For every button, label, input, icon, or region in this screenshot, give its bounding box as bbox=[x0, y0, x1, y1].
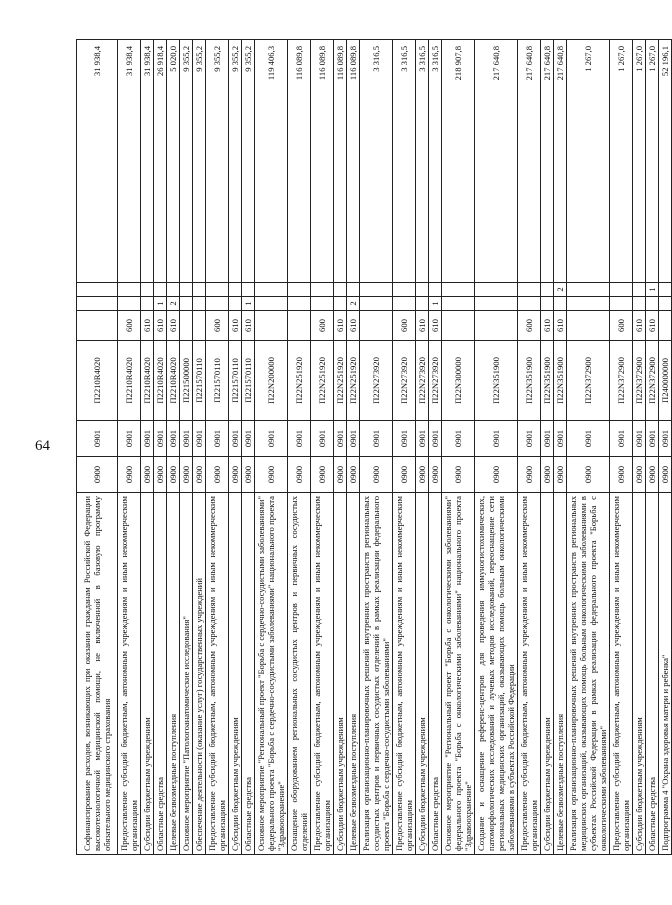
row-amount: 9 355,2 bbox=[229, 40, 242, 283]
row-expense-type bbox=[567, 311, 610, 341]
table-row bbox=[180, 40, 193, 855]
table-row bbox=[659, 40, 672, 855]
row-target-article: П2210R4020 bbox=[141, 341, 154, 421]
row-source-code-2 bbox=[610, 283, 633, 297]
row-expense-type: 600 bbox=[518, 311, 541, 341]
row-source-code-2 bbox=[288, 283, 311, 297]
row-expense-type: 610 bbox=[347, 311, 360, 341]
row-subsection-code: 0901 bbox=[242, 421, 255, 457]
row-section-code: 0900 bbox=[334, 457, 347, 493]
row-source-code-2: 2 bbox=[554, 283, 567, 297]
row-amount: 119 406,3 bbox=[255, 40, 288, 283]
row-section-code: 0900 bbox=[442, 457, 475, 493]
row-source-code-1 bbox=[180, 297, 193, 311]
row-section-code: 0900 bbox=[429, 457, 442, 493]
row-target-article: П22N251920 bbox=[311, 341, 334, 421]
row-expense-type bbox=[193, 311, 206, 341]
row-source-code-1 bbox=[360, 297, 393, 311]
row-expense-type: 610 bbox=[141, 311, 154, 341]
row-section-code: 0900 bbox=[475, 457, 518, 493]
table-row bbox=[442, 40, 475, 855]
row-source-code-2 bbox=[475, 283, 518, 297]
table-row bbox=[141, 40, 154, 855]
row-target-article: П2210R4020 bbox=[77, 341, 118, 421]
row-expense-type: 610 bbox=[633, 311, 646, 341]
row-source-code-2 bbox=[659, 283, 672, 297]
row-section-code: 0900 bbox=[554, 457, 567, 493]
row-amount: 5 020,0 bbox=[167, 40, 180, 283]
row-name: Целевые безвозмездные поступления bbox=[347, 493, 360, 855]
row-expense-type bbox=[442, 311, 475, 341]
row-source-code-1 bbox=[554, 297, 567, 311]
row-source-code-2 bbox=[77, 283, 118, 297]
row-target-article: П22N200000 bbox=[255, 341, 288, 421]
row-section-code: 0900 bbox=[311, 457, 334, 493]
row-amount: 9 355,2 bbox=[180, 40, 193, 283]
row-name: Предоставление субсидий бюджетным, автономным учреждениям и иным некоммерческим организациям bbox=[393, 493, 416, 855]
row-name: Подпрограмма 4 "Охрана здоровья матери и ребенка" bbox=[659, 493, 672, 855]
table-row bbox=[360, 40, 393, 855]
row-subsection-code: 0901 bbox=[154, 421, 167, 457]
row-source-code-2 bbox=[229, 283, 242, 297]
row-source-code-2 bbox=[541, 283, 554, 297]
row-name: Областные средства bbox=[154, 493, 167, 855]
row-source-code-2 bbox=[154, 283, 167, 297]
row-target-article: П22N372900 bbox=[567, 341, 610, 421]
table-row bbox=[229, 40, 242, 855]
row-source-code-1 bbox=[393, 297, 416, 311]
table-row bbox=[206, 40, 229, 855]
row-source-code-2 bbox=[167, 283, 180, 297]
row-section-code: 0900 bbox=[416, 457, 429, 493]
row-expense-type bbox=[180, 311, 193, 341]
row-source-code-1 bbox=[288, 297, 311, 311]
row-amount: 3 316,5 bbox=[393, 40, 416, 283]
row-name: Предоставление субсидий бюджетным, автономным учреждениям и иным некоммерческим организациям bbox=[311, 493, 334, 855]
row-amount: 116 089,8 bbox=[311, 40, 334, 283]
row-name: Предоставление субсидий бюджетным, автономным учреждениям и иным некоммерческим организациям bbox=[206, 493, 229, 855]
row-expense-type: 610 bbox=[416, 311, 429, 341]
row-section-code: 0900 bbox=[659, 457, 672, 493]
row-target-article: П22N273920 bbox=[393, 341, 416, 421]
row-name: Субсидии бюджетным учреждениям bbox=[229, 493, 242, 855]
table-row bbox=[311, 40, 334, 855]
row-section-code: 0900 bbox=[518, 457, 541, 493]
row-expense-type bbox=[360, 311, 393, 341]
row-expense-type: 600 bbox=[610, 311, 633, 341]
row-target-article: П221570110 bbox=[229, 341, 242, 421]
row-subsection-code: 0901 bbox=[393, 421, 416, 457]
row-subsection-code: 0901 bbox=[429, 421, 442, 457]
row-target-article: П22N372900 bbox=[633, 341, 646, 421]
row-section-code: 0900 bbox=[610, 457, 633, 493]
row-source-code-2 bbox=[118, 283, 141, 297]
row-source-code-2 bbox=[429, 283, 442, 297]
row-subsection-code: 0901 bbox=[255, 421, 288, 457]
row-target-article: П22N351900 bbox=[475, 341, 518, 421]
row-target-article: П2210R4020 bbox=[167, 341, 180, 421]
row-source-code-2 bbox=[347, 283, 360, 297]
row-source-code-1 bbox=[646, 297, 659, 311]
row-source-code-1 bbox=[206, 297, 229, 311]
table-row bbox=[167, 40, 180, 855]
row-target-article: П22N273920 bbox=[360, 341, 393, 421]
row-source-code-2 bbox=[141, 283, 154, 297]
row-name: Основное мероприятие "Патологоанатомические исследования" bbox=[180, 493, 193, 855]
table-row bbox=[255, 40, 288, 855]
table-row bbox=[633, 40, 646, 855]
table-row bbox=[288, 40, 311, 855]
row-source-code-1 bbox=[416, 297, 429, 311]
row-source-code-1: 2 bbox=[347, 297, 360, 311]
row-amount: 116 089,8 bbox=[288, 40, 311, 283]
row-section-code: 0900 bbox=[288, 457, 311, 493]
row-source-code-1 bbox=[659, 297, 672, 311]
row-amount: 116 089,8 bbox=[334, 40, 347, 283]
row-subsection-code: 0901 bbox=[118, 421, 141, 457]
rotated-table-container bbox=[76, 40, 670, 855]
row-source-code-1 bbox=[255, 297, 288, 311]
budget-table bbox=[76, 39, 672, 855]
row-amount: 9 355,2 bbox=[242, 40, 255, 283]
row-expense-type: 610 bbox=[154, 311, 167, 341]
row-name: Создание и оснащение референс-центров для проведения иммуногистохимических, патоморфологических исследований и лучевых методов исследований, переоснащение сети региональных медицинских организаций, оказывающих помощь больным онкологическими заболеваниями в субъектах Российской Федерации bbox=[475, 493, 518, 855]
row-subsection-code: 0901 bbox=[288, 421, 311, 457]
table-row bbox=[518, 40, 541, 855]
row-name: Предоставление субсидий бюджетным, автономным учреждениям и иным некоммерческим организациям bbox=[610, 493, 633, 855]
row-source-code-1 bbox=[141, 297, 154, 311]
row-target-article: П2210R4020 bbox=[154, 341, 167, 421]
row-subsection-code: 0901 bbox=[167, 421, 180, 457]
row-amount: 9 355,2 bbox=[206, 40, 229, 283]
row-subsection-code: 0901 bbox=[206, 421, 229, 457]
row-expense-type: 610 bbox=[429, 311, 442, 341]
row-target-article: П22N251920 bbox=[347, 341, 360, 421]
row-target-article: П22N372900 bbox=[610, 341, 633, 421]
row-section-code: 0900 bbox=[646, 457, 659, 493]
table-row bbox=[347, 40, 360, 855]
row-section-code: 0900 bbox=[180, 457, 193, 493]
row-target-article: П22N351900 bbox=[518, 341, 541, 421]
row-source-code-1 bbox=[193, 297, 206, 311]
row-expense-type: 600 bbox=[393, 311, 416, 341]
table-row bbox=[475, 40, 518, 855]
row-name: Софинансирование расходов, возникающих при оказании гражданам Российской Федерации высокотехнологичной медицинской помощи, не включенной в базовую программу обязательного медицинского страхования bbox=[77, 493, 118, 855]
row-target-article: П22N351900 bbox=[541, 341, 554, 421]
row-expense-type bbox=[659, 311, 672, 341]
row-subsection-code: 0901 bbox=[416, 421, 429, 457]
row-section-code: 0900 bbox=[541, 457, 554, 493]
row-section-code: 0900 bbox=[141, 457, 154, 493]
row-section-code: 0900 bbox=[360, 457, 393, 493]
row-target-article: П22N273920 bbox=[416, 341, 429, 421]
row-amount: 3 316,5 bbox=[429, 40, 442, 283]
row-name: Реализация организационно-планировочных решений внутренних пространств региональных сосудистых центров и первичных сосудистых отделений в рамках реализации федерального проекта "Борьба с сердечно-сосудистыми заболеваниями" bbox=[360, 493, 393, 855]
table-row bbox=[610, 40, 633, 855]
row-source-code-2 bbox=[393, 283, 416, 297]
row-target-article: П2210R4020 bbox=[118, 341, 141, 421]
row-amount: 31 938,4 bbox=[118, 40, 141, 283]
row-subsection-code: 0901 bbox=[334, 421, 347, 457]
row-subsection-code: 0901 bbox=[360, 421, 393, 457]
row-expense-type: 610 bbox=[229, 311, 242, 341]
row-target-article: П22N273920 bbox=[429, 341, 442, 421]
row-expense-type: 600 bbox=[311, 311, 334, 341]
row-name: Субсидии бюджетным учреждениям bbox=[541, 493, 554, 855]
table-row bbox=[541, 40, 554, 855]
table-row bbox=[242, 40, 255, 855]
row-subsection-code: 0901 bbox=[554, 421, 567, 457]
row-source-code-1: 1 bbox=[154, 297, 167, 311]
row-name: Субсидии бюджетным учреждениям bbox=[633, 493, 646, 855]
row-source-code-1 bbox=[475, 297, 518, 311]
page-number: 64 bbox=[35, 438, 50, 454]
row-source-code-2 bbox=[334, 283, 347, 297]
row-amount: 9 355,2 bbox=[193, 40, 206, 283]
row-target-article: П221570110 bbox=[242, 341, 255, 421]
row-source-code-1 bbox=[334, 297, 347, 311]
table-row bbox=[154, 40, 167, 855]
row-source-code-2 bbox=[242, 283, 255, 297]
row-amount: 3 316,5 bbox=[416, 40, 429, 283]
row-name: Основное мероприятие "Региональный проект "Борьба с онкологическими заболеваниями" федерального проекта "Борьба с онкологическими заболеваниями" национального проекта "Здравоохранение" bbox=[442, 493, 475, 855]
row-section-code: 0900 bbox=[255, 457, 288, 493]
row-expense-type: 610 bbox=[646, 311, 659, 341]
row-name: Предоставление субсидий бюджетным, автономным учреждениям и иным некоммерческим организациям bbox=[118, 493, 141, 855]
row-expense-type: 610 bbox=[554, 311, 567, 341]
row-source-code-1 bbox=[77, 297, 118, 311]
row-target-article: П22N300000 bbox=[442, 341, 475, 421]
row-source-code-2 bbox=[255, 283, 288, 297]
row-source-code-2 bbox=[567, 283, 610, 297]
row-subsection-code: 0901 bbox=[347, 421, 360, 457]
row-name: Областные средства bbox=[242, 493, 255, 855]
row-section-code: 0900 bbox=[154, 457, 167, 493]
budget-table-body bbox=[77, 40, 672, 855]
row-name: Целевые безвозмездные поступления bbox=[554, 493, 567, 855]
row-amount: 217 640,8 bbox=[518, 40, 541, 283]
row-expense-type: 600 bbox=[118, 311, 141, 341]
row-source-code-1 bbox=[118, 297, 141, 311]
row-subsection-code: 0901 bbox=[311, 421, 334, 457]
row-name: Оснащение оборудованием региональных сосудистых центров и первичных сосудистых отделений bbox=[288, 493, 311, 855]
row-expense-type bbox=[255, 311, 288, 341]
row-target-article: П22N251920 bbox=[334, 341, 347, 421]
row-target-article: П221570110 bbox=[206, 341, 229, 421]
table-row bbox=[646, 40, 659, 855]
row-name: Субсидии бюджетным учреждениям bbox=[141, 493, 154, 855]
row-source-code-2 bbox=[360, 283, 393, 297]
row-expense-type: 610 bbox=[334, 311, 347, 341]
row-source-code-2 bbox=[206, 283, 229, 297]
row-source-code-1: 1 bbox=[242, 297, 255, 311]
row-source-code-2 bbox=[180, 283, 193, 297]
row-section-code: 0900 bbox=[567, 457, 610, 493]
row-section-code: 0900 bbox=[118, 457, 141, 493]
row-target-article: П22N351900 bbox=[554, 341, 567, 421]
row-section-code: 0900 bbox=[77, 457, 118, 493]
row-name: Реализация организационно-планировочных решений внутренних пространств региональных медицинских организаций, оказывающих помощь больным онкологическими заболеваниями в субъектах Российской Федерации в рамках реализации федерального проекта "Борьба с онкологическими заболеваниями" bbox=[567, 493, 610, 855]
row-source-code-2 bbox=[442, 283, 475, 297]
row-name: Основное мероприятие "Региональный проект "Борьба с сердечно-сосудистыми заболеваниями" федерального проекта "Борьба с сердечно-сосудистыми заболеваниями" национального проекта "Здравоохранение" bbox=[255, 493, 288, 855]
row-source-code-2 bbox=[416, 283, 429, 297]
row-amount: 1 267,0 bbox=[633, 40, 646, 283]
row-subsection-code: 0901 bbox=[77, 421, 118, 457]
row-subsection-code: 0901 bbox=[193, 421, 206, 457]
row-source-code-1 bbox=[229, 297, 242, 311]
row-name: Областные средства bbox=[429, 493, 442, 855]
row-amount: 31 938,4 bbox=[77, 40, 118, 283]
table-row bbox=[118, 40, 141, 855]
row-section-code: 0900 bbox=[347, 457, 360, 493]
row-source-code-1: 1 bbox=[429, 297, 442, 311]
row-source-code-2: 1 bbox=[646, 283, 659, 297]
row-source-code-2 bbox=[193, 283, 206, 297]
row-subsection-code: 0901 bbox=[442, 421, 475, 457]
row-source-code-1 bbox=[567, 297, 610, 311]
row-name: Субсидии бюджетным учреждениям bbox=[416, 493, 429, 855]
row-expense-type bbox=[77, 311, 118, 341]
row-name: Областные средства bbox=[646, 493, 659, 855]
row-name: Предоставление субсидий бюджетным, автономным учреждениям и иным некоммерческим организациям bbox=[518, 493, 541, 855]
table-row bbox=[429, 40, 442, 855]
row-source-code-1 bbox=[633, 297, 646, 311]
table-row bbox=[416, 40, 429, 855]
row-subsection-code: 0901 bbox=[633, 421, 646, 457]
row-source-code-1 bbox=[311, 297, 334, 311]
row-amount: 3 316,5 bbox=[360, 40, 393, 283]
row-source-code-2 bbox=[633, 283, 646, 297]
row-subsection-code: 0901 bbox=[659, 421, 672, 457]
row-amount: 116 089,8 bbox=[347, 40, 360, 283]
row-name: Обеспечение деятельности (оказание услуг) государственных учреждений bbox=[193, 493, 206, 855]
row-amount: 26 918,4 bbox=[154, 40, 167, 283]
row-section-code: 0900 bbox=[206, 457, 229, 493]
row-amount: 217 640,8 bbox=[541, 40, 554, 283]
row-target-article: П22N251920 bbox=[288, 341, 311, 421]
row-target-article: П240000000 bbox=[659, 341, 672, 421]
row-subsection-code: 0901 bbox=[518, 421, 541, 457]
row-expense-type: 600 bbox=[206, 311, 229, 341]
row-subsection-code: 0901 bbox=[475, 421, 518, 457]
row-amount: 218 907,8 bbox=[442, 40, 475, 283]
row-section-code: 0900 bbox=[167, 457, 180, 493]
table-row bbox=[334, 40, 347, 855]
row-source-code-1 bbox=[541, 297, 554, 311]
row-subsection-code: 0901 bbox=[541, 421, 554, 457]
table-row bbox=[393, 40, 416, 855]
row-section-code: 0900 bbox=[193, 457, 206, 493]
row-subsection-code: 0901 bbox=[646, 421, 659, 457]
table-row bbox=[193, 40, 206, 855]
row-subsection-code: 0901 bbox=[180, 421, 193, 457]
row-expense-type bbox=[288, 311, 311, 341]
row-subsection-code: 0901 bbox=[141, 421, 154, 457]
row-expense-type: 610 bbox=[242, 311, 255, 341]
row-subsection-code: 0901 bbox=[567, 421, 610, 457]
row-amount: 31 938,4 bbox=[141, 40, 154, 283]
row-name: Целевые безвозмездные поступления bbox=[167, 493, 180, 855]
row-expense-type: 610 bbox=[167, 311, 180, 341]
table-row bbox=[77, 40, 118, 855]
row-subsection-code: 0901 bbox=[229, 421, 242, 457]
row-source-code-2 bbox=[518, 283, 541, 297]
row-amount: 1 267,0 bbox=[610, 40, 633, 283]
table-row bbox=[567, 40, 610, 855]
row-section-code: 0900 bbox=[393, 457, 416, 493]
row-target-article: П221500000 bbox=[180, 341, 193, 421]
row-expense-type: 610 bbox=[541, 311, 554, 341]
row-section-code: 0900 bbox=[633, 457, 646, 493]
row-amount: 1 267,0 bbox=[646, 40, 659, 283]
row-section-code: 0900 bbox=[242, 457, 255, 493]
row-source-code-2 bbox=[311, 283, 334, 297]
row-expense-type bbox=[475, 311, 518, 341]
row-target-article: П221570110 bbox=[193, 341, 206, 421]
row-source-code-1 bbox=[442, 297, 475, 311]
row-amount: 1 267,0 bbox=[567, 40, 610, 283]
table-row bbox=[554, 40, 567, 855]
row-source-code-1 bbox=[518, 297, 541, 311]
row-amount: 217 640,8 bbox=[554, 40, 567, 283]
row-amount: 217 640,8 bbox=[475, 40, 518, 283]
row-name: Субсидии бюджетным учреждениям bbox=[334, 493, 347, 855]
row-subsection-code: 0901 bbox=[610, 421, 633, 457]
row-source-code-1: 2 bbox=[167, 297, 180, 311]
row-amount: 52 196,1 bbox=[659, 40, 672, 283]
row-target-article: П22N372900 bbox=[646, 341, 659, 421]
row-source-code-1 bbox=[610, 297, 633, 311]
row-section-code: 0900 bbox=[229, 457, 242, 493]
